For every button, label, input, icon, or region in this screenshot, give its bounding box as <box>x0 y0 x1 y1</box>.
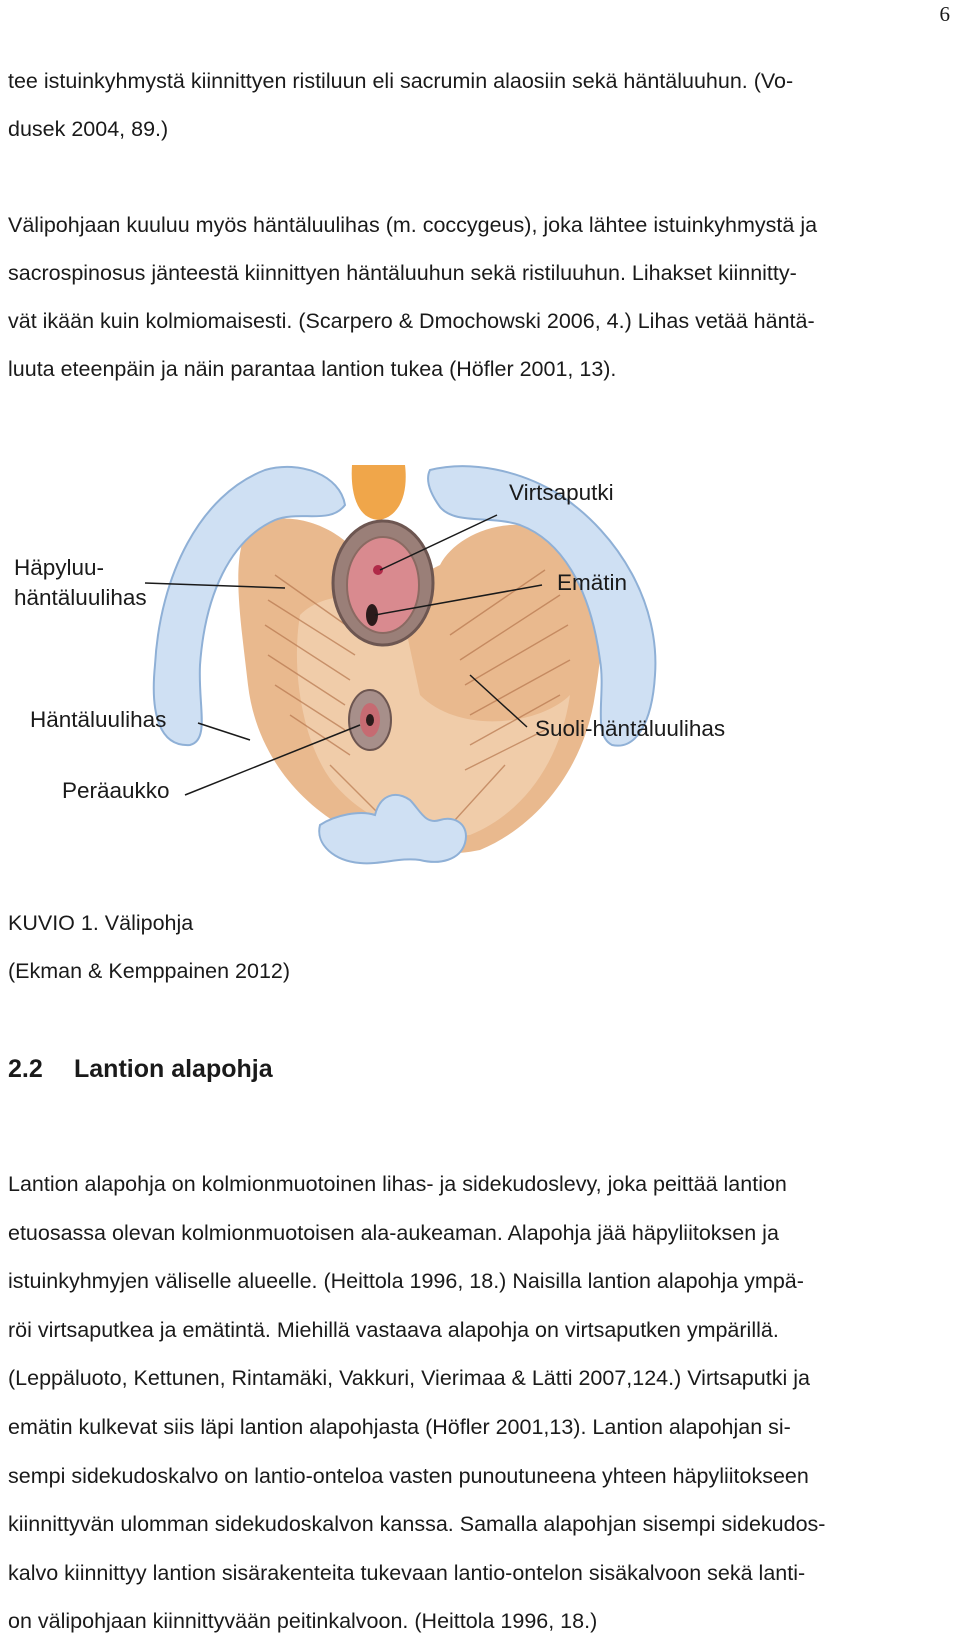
text-line: Välipohjaan kuuluu myös häntäluulihas (m. coccygeus), joka lähtee istuinkyhmystä ja <box>8 213 818 237</box>
text-line: sacrospinosus jänteestä kiinnittyen häntäluuhun sekä ristiluuhun. Lihakset kiinnitty- <box>8 261 797 285</box>
text-line: kalvo kiinnittyy lantion sisärakenteita tukevaan lantio-ontelon sisäkalvoon sekä lanti- <box>8 1560 806 1585</box>
page-number: 6 <box>939 2 950 26</box>
leader-hantaluulihas <box>198 723 250 740</box>
text-line: luuta eteenpäin ja näin parantaa lantion tukea (Höfler 2001, 13). <box>8 357 617 381</box>
label-hantaluulihas: Häntäluulihas <box>30 707 167 732</box>
urogenital-inner <box>347 537 419 633</box>
figure-source: (Ekman & Kemppainen 2012) <box>8 959 291 983</box>
anus-opening <box>366 714 374 726</box>
label-ematin: Emätin <box>557 570 628 595</box>
pelvic-floor-figure <box>0 465 960 885</box>
label-hapyluu-2: häntäluulihas <box>14 585 147 610</box>
pelvic-floor-illustration <box>0 465 960 885</box>
text-line: röi virtsaputkea ja emätintä. Miehillä vastaava alapohja on virtsaputken ympärillä. <box>8 1317 779 1342</box>
text-line: vät ikään kuin kolmiomaisesti. (Scarpero & Dmochowski 2006, 4.) Lihas vetää häntä- <box>8 309 815 333</box>
label-hapyluu-1: Häpyluu- <box>14 555 105 580</box>
text-line: etuosassa olevan kolmionmuotoisen ala-aukeaman. Alapohja jää häpyliitoksen ja <box>8 1220 779 1245</box>
section-title: Lantion alapohja <box>74 1055 273 1083</box>
pelvic-floor-drawing <box>154 465 656 863</box>
pubic-symphysis <box>352 465 406 520</box>
text-line: kiinnittyvän ulomman sidekudoskalvon kanssa. Samalla alapohjan sisempi sidekudos- <box>8 1512 826 1537</box>
text-line: emätin kulkevat siis läpi lantion alapohjasta (Höfler 2001,13). Lantion alapohjan si- <box>8 1414 791 1439</box>
text-line: istuinkyhmyjen väliselle alueelle. (Heittola 1996, 18.) Naisilla lantion alapohja ympä- <box>8 1269 804 1294</box>
section-number: 2.2 <box>8 1055 43 1083</box>
text-line: on välipohjaan kiinnittyvään peitinkalvoon. (Heittola 1996, 18.) <box>8 1609 598 1634</box>
label-virtsaputki: Virtsaputki <box>509 480 614 505</box>
text-line: (Leppäluoto, Kettunen, Rintamäki, Vakkuri, Vierimaa & Lätti 2007,124.) Virtsaputki ja <box>8 1366 810 1391</box>
text-line: dusek 2004, 89.) <box>8 117 169 141</box>
text-line: tee istuinkyhmystä kiinnittyen ristiluun eli sacrumin alaosiin sekä häntäluuhun. (Vo- <box>8 69 794 93</box>
figure-caption: KUVIO 1. Välipohja <box>8 911 194 935</box>
paragraph-2 <box>8 201 952 393</box>
text-line: sempi sidekudoskalvo on lantio-onteloa vasten punoutuneena yhteen häpyliitokseen <box>8 1463 809 1488</box>
paragraph-3 <box>8 1160 952 1646</box>
section-heading <box>8 1055 273 1084</box>
text-line: Lantion alapohja on kolmionmuotoinen lihas- ja sidekudoslevy, joka peittää lantion <box>8 1172 787 1196</box>
paragraph-1 <box>8 57 952 153</box>
label-suoli-hantaluulihas: Suoli-häntäluulihas <box>535 716 726 741</box>
label-peraaukko: Peräaukko <box>62 778 170 803</box>
